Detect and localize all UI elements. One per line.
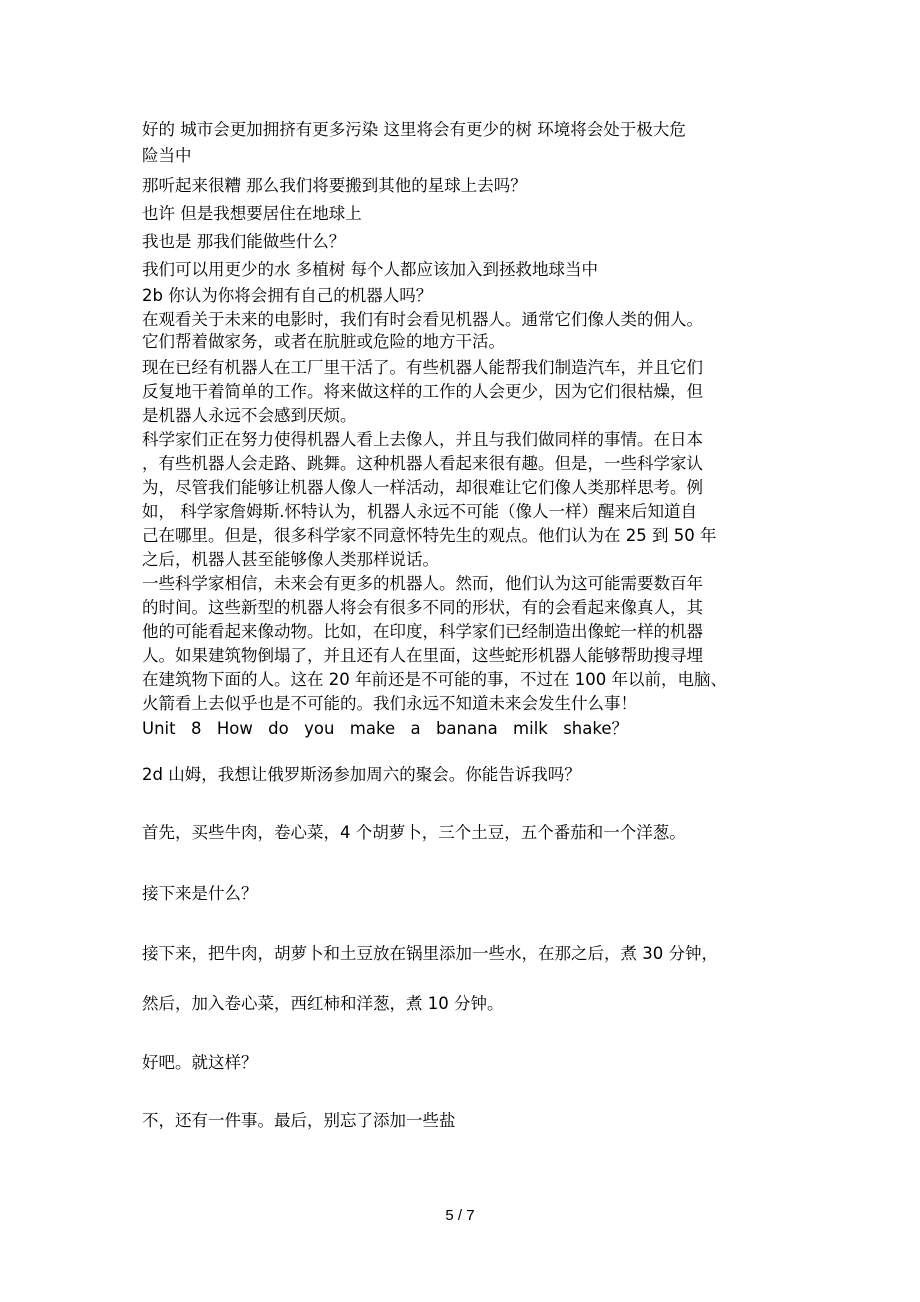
passage-line: 如， 科学家詹姆斯.怀特认为，机器人永远不可能（像人一样）醒来后知道自	[142, 502, 697, 521]
unit-title-word: How	[216, 719, 253, 738]
passage-line: 火箭看上去似乎也是不可能的。我们永远不知道未来会发生什么事！	[142, 694, 637, 713]
dialogue-line: 接下来是什么？	[142, 884, 258, 903]
passage-line: 人。如果建筑物倒塌了，并且还有人在里面，这些蛇形机器人能够帮助搜寻埋	[142, 646, 703, 665]
passage-line: 它们帮着做家务，或者在肮脏或危险的地方干活。	[142, 332, 505, 351]
unit-title-word: make	[349, 719, 396, 738]
passage-line: 反复地干着简单的工作。将来做这样的工作的人会更少，因为它们很枯燥，但	[142, 382, 703, 401]
passage-line: 现在已经有机器人在工厂里干活了。有些机器人能帮我们制造汽车，并且它们	[142, 358, 703, 377]
passage-line: 之后，机器人甚至能够像人类那样说话。	[142, 550, 439, 569]
unit-title	[142, 718, 628, 740]
conversation-line: 我也是 那我们能做些什么？	[142, 232, 346, 251]
passage-line: 是机器人永远不会感到厌烦。	[142, 406, 357, 425]
unit-title-word: shake？	[563, 719, 628, 738]
conversation-line: 险当中	[142, 146, 192, 165]
unit-title-word: you	[304, 719, 335, 738]
dialogue-line: 2d 山姆，我想让俄罗斯汤参加周六的聚会。你能告诉我吗？	[142, 765, 581, 784]
dialogue-line: 接下来，把牛肉，胡萝卜和土豆放在锅里添加一些水，在那之后，煮 30 分钟，	[142, 944, 718, 963]
conversation-line: 那听起来很糟 那么我们将要搬到其他的星球上去吗？	[142, 176, 527, 195]
passage-line: 他的可能看起来像动物。比如，在印度，科学家们已经制造出像蛇一样的机器	[142, 622, 703, 641]
conversation-line: 好的 城市会更加拥挤有更多污染 这里将会有更少的树 环境将会处于极大危	[142, 120, 686, 139]
unit-title-word: a	[410, 719, 421, 738]
passage-line: 为，尽管我们能够让机器人像人一样活动，却很难让它们像人类那样思考。例	[142, 478, 703, 497]
dialogue-line: 不，还有一件事。最后，别忘了添加一些盐	[142, 1111, 456, 1130]
unit-title-word: do	[268, 719, 289, 738]
passage-line: 己在哪里。但是，很多科学家不同意怀特先生的观点。他们认为在 25 到 50 年	[142, 526, 717, 545]
passage-line: ，有些机器人会走路、跳舞。这种机器人看起来很有趣。但是，一些科学家认	[142, 454, 703, 473]
unit-title-word: Unit	[142, 719, 176, 738]
passage-line: 一些科学家相信，未来会有更多的机器人。然而，他们认为这可能需要数百年	[142, 574, 703, 593]
unit-title-word: 8	[190, 719, 202, 738]
unit-title-word: milk	[513, 719, 548, 738]
passage-line: 的时间。这些新型的机器人将会有很多不同的形状，有的会看起来像真人，其	[142, 598, 703, 617]
dialogue-line: 然后，加入卷心菜，西红柿和洋葱，煮 10 分钟。	[142, 994, 504, 1013]
passage-line: 在建筑物下面的人。这在 20 年前还是不可能的事，不过在 100 年以前，电脑、	[142, 670, 727, 689]
dialogue-line: 首先，买些牛肉，卷心菜，4 个胡萝卜，三个土豆，五个番茄和一个洋葱。	[142, 823, 686, 842]
passage-line: 在观看关于未来的电影时，我们有时会看见机器人。通常它们像人类的佣人。	[142, 310, 703, 329]
dialogue-line: 好吧。就这样？	[142, 1053, 258, 1072]
passage-line: 科学家们正在努力使得机器人看上去像人，并且与我们做同样的事情。在日本	[142, 430, 703, 449]
conversation-line: 也许 但是我想要居住在地球上	[142, 204, 362, 223]
conversation-line: 我们可以用更少的水 多植树 每个人都应该加入到拯救地球当中	[142, 260, 598, 279]
passage-heading: 2b 你认为你将会拥有自己的机器人吗？	[142, 286, 433, 305]
unit-title-word: banana	[435, 719, 498, 738]
page-number: 5 / 7	[445, 1207, 475, 1224]
